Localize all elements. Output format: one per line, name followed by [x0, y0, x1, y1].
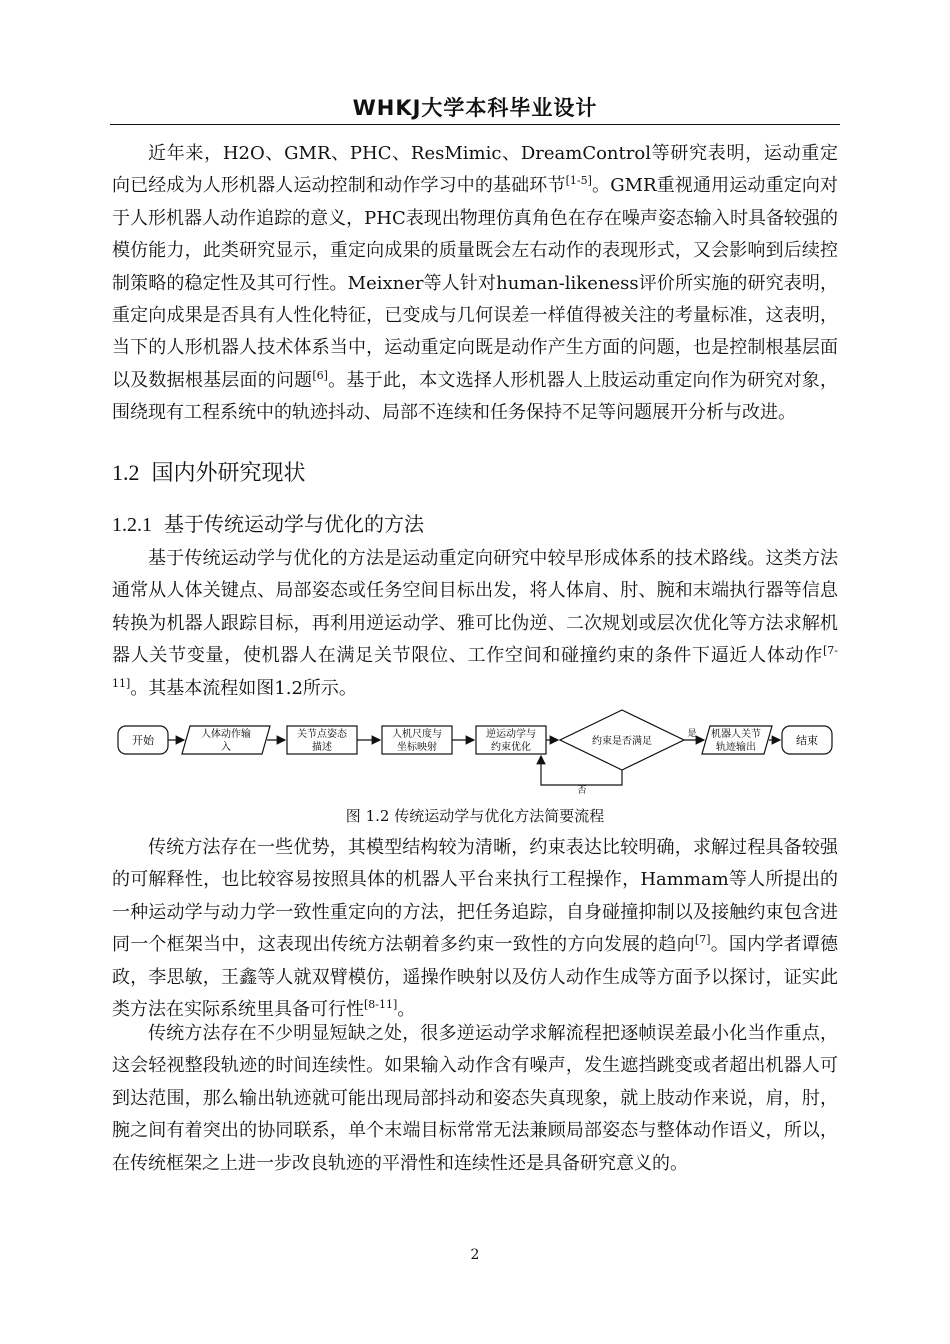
flow-decision-label: 约束是否满足: [592, 736, 652, 747]
paragraph-4: [112, 1018, 838, 1180]
page-number: 2: [470, 1247, 480, 1263]
flow-step-input-label-1: 人体动作输: [201, 729, 251, 740]
flow-step-pose-label-1: 关节点姿态: [297, 729, 347, 740]
paragraph-1-text-b: 。GMR重视通用运动重定向对于人形机器人动作追踪的意义，PHC表现出物理仿真角色在存在噪声姿态输入时具备较强的模仿能力，此类研究显示，重定向成果的质量既会左右动作的表现形式，又会影响到后续控制策略的稳定性及其可行性。Meixner等人针对human-likeness评价所实施的研究表明，重定向成果是否具有人性化特征，已变成与几何误差一样值得被关注的考量标准，这表明，当下的人形机器人技术体系当中，运动重定向既是动作产生方面的问题，也是控制根基层面以及数据根基层面的问题: [112, 175, 838, 391]
citation-7-11: [7-11]: [112, 644, 838, 690]
subsection-heading-1-2-1: [112, 508, 424, 537]
page-header-title: WHKJ大学本科毕业设计: [352, 96, 598, 120]
paragraph-3: [112, 832, 838, 1026]
citation-1-5: [1-5]: [565, 174, 592, 188]
paragraph-1: [112, 138, 838, 430]
flow-step-pose-label-2: 描述: [312, 742, 332, 753]
flow-step-input-label-2: 入: [221, 742, 231, 753]
flowchart-figure-1-2: [112, 708, 842, 798]
flow-step-output-label-1: 机器人关节: [711, 729, 761, 740]
flow-step-ik-label-2: 约束优化: [491, 742, 531, 753]
paragraph-3-text-a: 传统方法存在一些优势，其模型结构较为清晰，约束表达比较明确，求解过程具备较强的可解释性，也比较容易按照具体的机器人平台来执行工程操作，Hammam等人所提出的一种运动学与动力学一致性重定向的方法，把任务追踪，自身碰撞抑制以及接触约束包含进同一个框架当中，这表现出传统方法朝着多约束一致性的方向发展的趋向: [112, 837, 838, 956]
paragraph-3-text-c: 。: [397, 999, 416, 1021]
flow-step-mapping-label-1: 人机尺度与: [392, 729, 442, 740]
subsection-number: 1.2.1: [112, 514, 152, 536]
citation-8-11: [8-11]: [364, 998, 398, 1012]
flow-no-label: 否: [577, 786, 587, 796]
citation-7: [7]: [694, 933, 711, 947]
paragraph-2-text-b: 。其基本流程如图1.2所示。: [130, 677, 357, 699]
paragraph-2: [112, 543, 838, 705]
paragraph-4-text: 传统方法存在不少明显短缺之处，很多逆运动学求解流程把逐帧误差最小化当作重点，这会轻视整段轨迹的时间连续性。如果输入动作含有噪声，发生遮挡跳变或者超出机器人可到达范围，那么输出轨迹就可能出现局部抖动和姿态失真现象，就上肢动作来说，肩，肘，腕之间有着突出的协同联系，单个末端目标常常无法兼顾局部姿态与整体动作语义，所以，在传统框架之上进一步改良轨迹的平滑性和连续性还是具备研究意义的。: [112, 1023, 838, 1174]
section-title: 国内外研究现状: [151, 461, 306, 486]
flow-step-output-label-2: 轨迹输出: [716, 742, 756, 753]
flow-step-ik-label-1: 逆运动学与: [486, 729, 536, 740]
paragraph-1-text-a: 近年来，H2O、GMR、PHC、ResMimic、DreamControl等研究表明，运动重定向已经成为人形机器人运动控制和动作学习中的基础环节: [112, 143, 838, 197]
paragraph-3-text-b: 。国内学者谭德政，李思敏，王鑫等人就双臂模仿，遥操作映射以及仿人动作生成等方面予以探讨，证实此类方法在实际系统里具备可行性: [112, 934, 839, 1021]
flow-end-label: 结束: [796, 734, 818, 747]
section-heading-1-2: [112, 456, 306, 487]
header-rule: [110, 124, 840, 125]
subsection-title: 基于传统运动学与优化的方法: [164, 512, 424, 536]
paragraph-2-text-a: 基于传统运动学与优化的方法是运动重定向研究中较早形成体系的技术路线。这类方法通常从人体关键点、局部姿态或任务空间目标出发，将人体肩、肘、腕和末端执行器等信息转换为机器人跟踪目标，再利用逆运动学、雅可比伪逆、二次规划或层次优化等方法求解机器人关节变量，使机器人在满足关节限位、工作空间和碰撞约束的条件下逼近人体动作: [112, 548, 838, 667]
paragraph-1-text-c: 。基于此，本文选择人形机器人上肢运动重定向作为研究对象，围绕现有工程系统中的轨迹抖动、局部不连续和任务保持不足等问题展开分析与改进。: [112, 369, 839, 424]
flow-step-mapping-label-2: 坐标映射: [397, 742, 437, 753]
flow-start-label: 开始: [132, 734, 154, 747]
citation-6: [6]: [312, 368, 328, 382]
section-number: 1.2: [112, 460, 140, 485]
flow-yes-label: 是: [687, 729, 697, 739]
figure-caption: 图 1.2 传统运动学与优化方法简要流程: [345, 807, 605, 825]
